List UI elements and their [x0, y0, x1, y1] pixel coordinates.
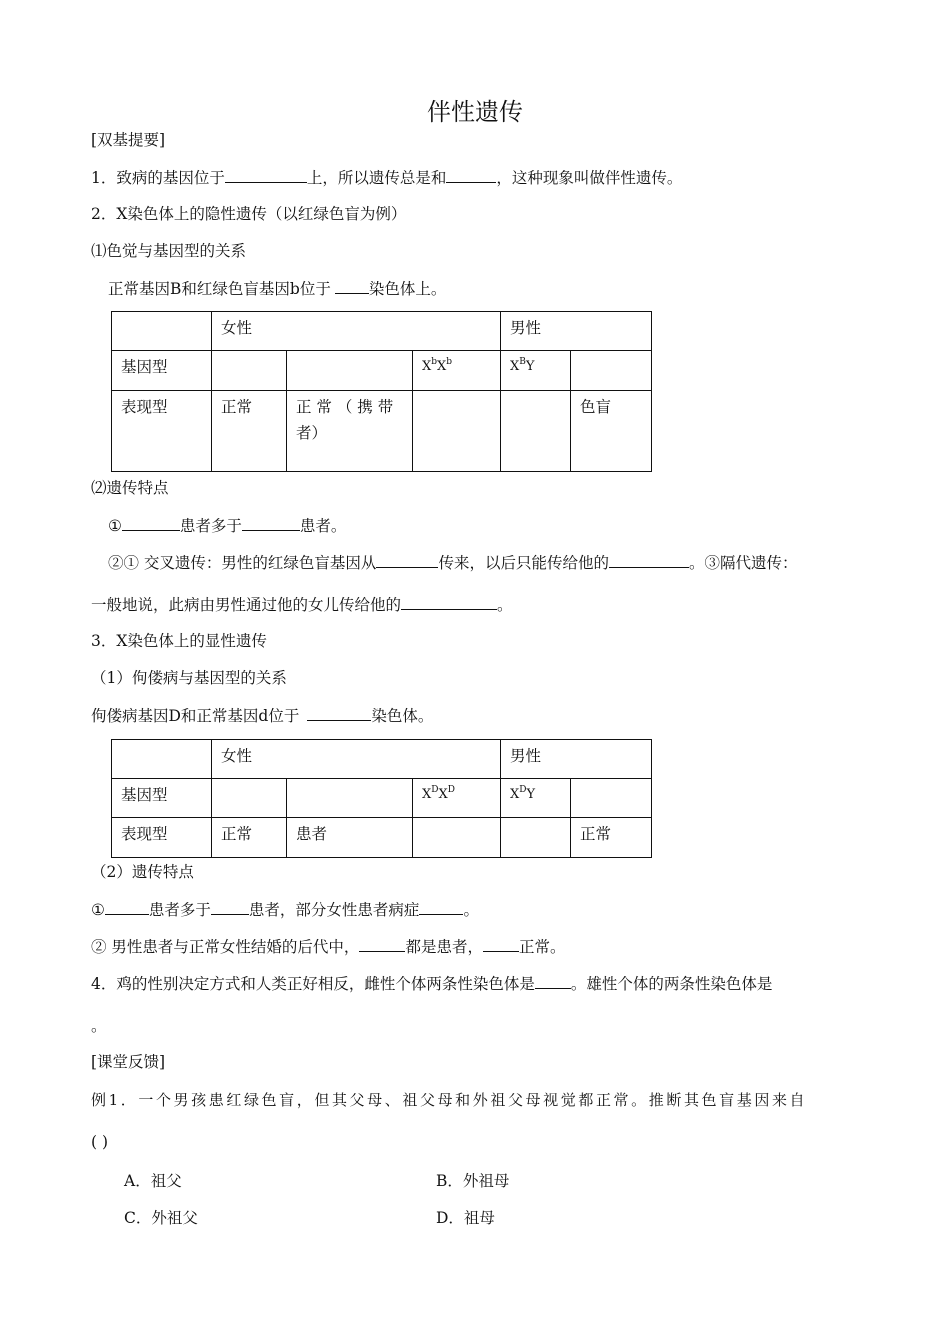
fill-blank[interactable]	[376, 552, 438, 568]
question-2-title: 2．X染色体上的隐性遗传（以红绿色盲为例）	[91, 205, 407, 223]
fill-blank[interactable]	[446, 167, 496, 183]
fill-blank[interactable]	[307, 705, 371, 721]
question-3-intro: 佝偻病基因D和正常基因d位于 染色体。	[91, 707, 434, 725]
table-cell[interactable]	[571, 351, 652, 391]
fill-blank[interactable]	[419, 899, 463, 915]
fill-blank[interactable]	[401, 594, 497, 610]
table-cell[interactable]	[212, 351, 287, 391]
question-3-title: 3．X染色体上的显性遗传	[91, 632, 267, 650]
phenotype-cell: 患者	[287, 818, 413, 858]
answer-parentheses: ( )	[91, 1133, 109, 1151]
fill-blank[interactable]	[359, 936, 405, 952]
section-header-feedback: [课堂反馈]	[91, 1053, 166, 1071]
fill-blank[interactable]	[122, 515, 180, 531]
table-cell[interactable]	[287, 351, 413, 391]
genotype-table-2	[111, 739, 652, 858]
fill-blank[interactable]	[242, 515, 300, 531]
page-title: 伴性遗传	[427, 98, 523, 126]
table-cell[interactable]	[501, 818, 571, 858]
table-cell	[112, 740, 212, 779]
option-d[interactable]: D．祖母	[436, 1209, 495, 1227]
fill-blank[interactable]	[225, 167, 307, 183]
table-cell[interactable]	[413, 391, 501, 472]
question-2-intro: 正常基因B和红绿色盲基因b位于 染色体上。	[108, 280, 447, 298]
fill-blank[interactable]	[535, 973, 571, 989]
row-label-phenotype: 表现型	[112, 818, 212, 858]
question-4-end: 。	[91, 1017, 107, 1035]
option-c[interactable]: C．外祖父	[124, 1209, 198, 1227]
question-1: 1．致病的基因位于 上，所以遗传总是和 ，这种现象叫做伴性遗传。	[91, 169, 683, 187]
table-cell[interactable]	[571, 779, 652, 818]
option-a[interactable]: A．祖父	[124, 1172, 182, 1190]
question-2-point-2: ②① 交叉遗传：男性的红绿色盲基因从 传来，以后只能传给他的 。③隔代遗传：	[108, 554, 798, 572]
example-1-stem: 例1．一个男孩患红绿色盲，但其父母、祖父母和外祖父母视觉都正常。推断其色盲基因来自	[91, 1091, 808, 1109]
question-4: 4．鸡的性别决定方式和人类正好相反，雌性个体两条性染色体是 。雄性个体的两条性染色体是	[91, 975, 773, 993]
genotype-cell: $X^DX^D$	[413, 779, 501, 818]
table-cell	[112, 312, 212, 351]
genotype-table-1	[111, 311, 652, 472]
phenotype-cell: 正常	[212, 818, 287, 858]
table-cell[interactable]	[212, 779, 287, 818]
phenotype-cell: 正 常 （ 携 带 者）	[287, 391, 413, 472]
genotype-cell: $X^bX^b$	[413, 351, 501, 391]
question-2-point-3: 一般地说，此病由男性通过他的女儿传给他的 。	[91, 596, 513, 614]
row-label-phenotype: 表现型	[112, 391, 212, 472]
table-cell[interactable]	[413, 818, 501, 858]
question-2-point-1: ① 患者多于 患者。	[108, 517, 347, 535]
option-b[interactable]: B．外祖母	[436, 1172, 510, 1190]
header-female: 女性	[212, 740, 501, 779]
fill-blank[interactable]	[211, 899, 249, 915]
fill-blank[interactable]	[335, 278, 369, 294]
table-cell[interactable]	[287, 779, 413, 818]
header-male: 男性	[501, 740, 652, 779]
row-label-genotype: 基因型	[112, 351, 212, 391]
table-cell[interactable]	[501, 391, 571, 472]
question-3-point-2: ② 男性患者与正常女性结婚的后代中， 都是患者， 正常。	[91, 938, 566, 956]
fill-blank[interactable]	[105, 899, 149, 915]
header-female: 女性	[212, 312, 501, 351]
phenotype-cell: 正常	[571, 818, 652, 858]
phenotype-cell: 正常	[212, 391, 287, 472]
genotype-cell: $X^BY$	[501, 351, 571, 391]
question-2-sub2: ⑵遗传特点	[91, 479, 169, 497]
question-3-sub2: （2）遗传特点	[91, 863, 194, 881]
question-3-sub1: （1）佝偻病与基因型的关系	[91, 669, 287, 687]
fill-blank[interactable]	[483, 936, 519, 952]
row-label-genotype: 基因型	[112, 779, 212, 818]
question-2-sub1: ⑴色觉与基因型的关系	[91, 242, 247, 260]
header-male: 男性	[501, 312, 652, 351]
fill-blank[interactable]	[609, 552, 689, 568]
question-3-point-1: ① 患者多于 患者，部分女性患者病症 。	[91, 901, 479, 919]
genotype-cell: $X^DY$	[501, 779, 571, 818]
phenotype-cell: 色盲	[571, 391, 652, 472]
section-header-basics: [双基提要]	[91, 131, 166, 149]
